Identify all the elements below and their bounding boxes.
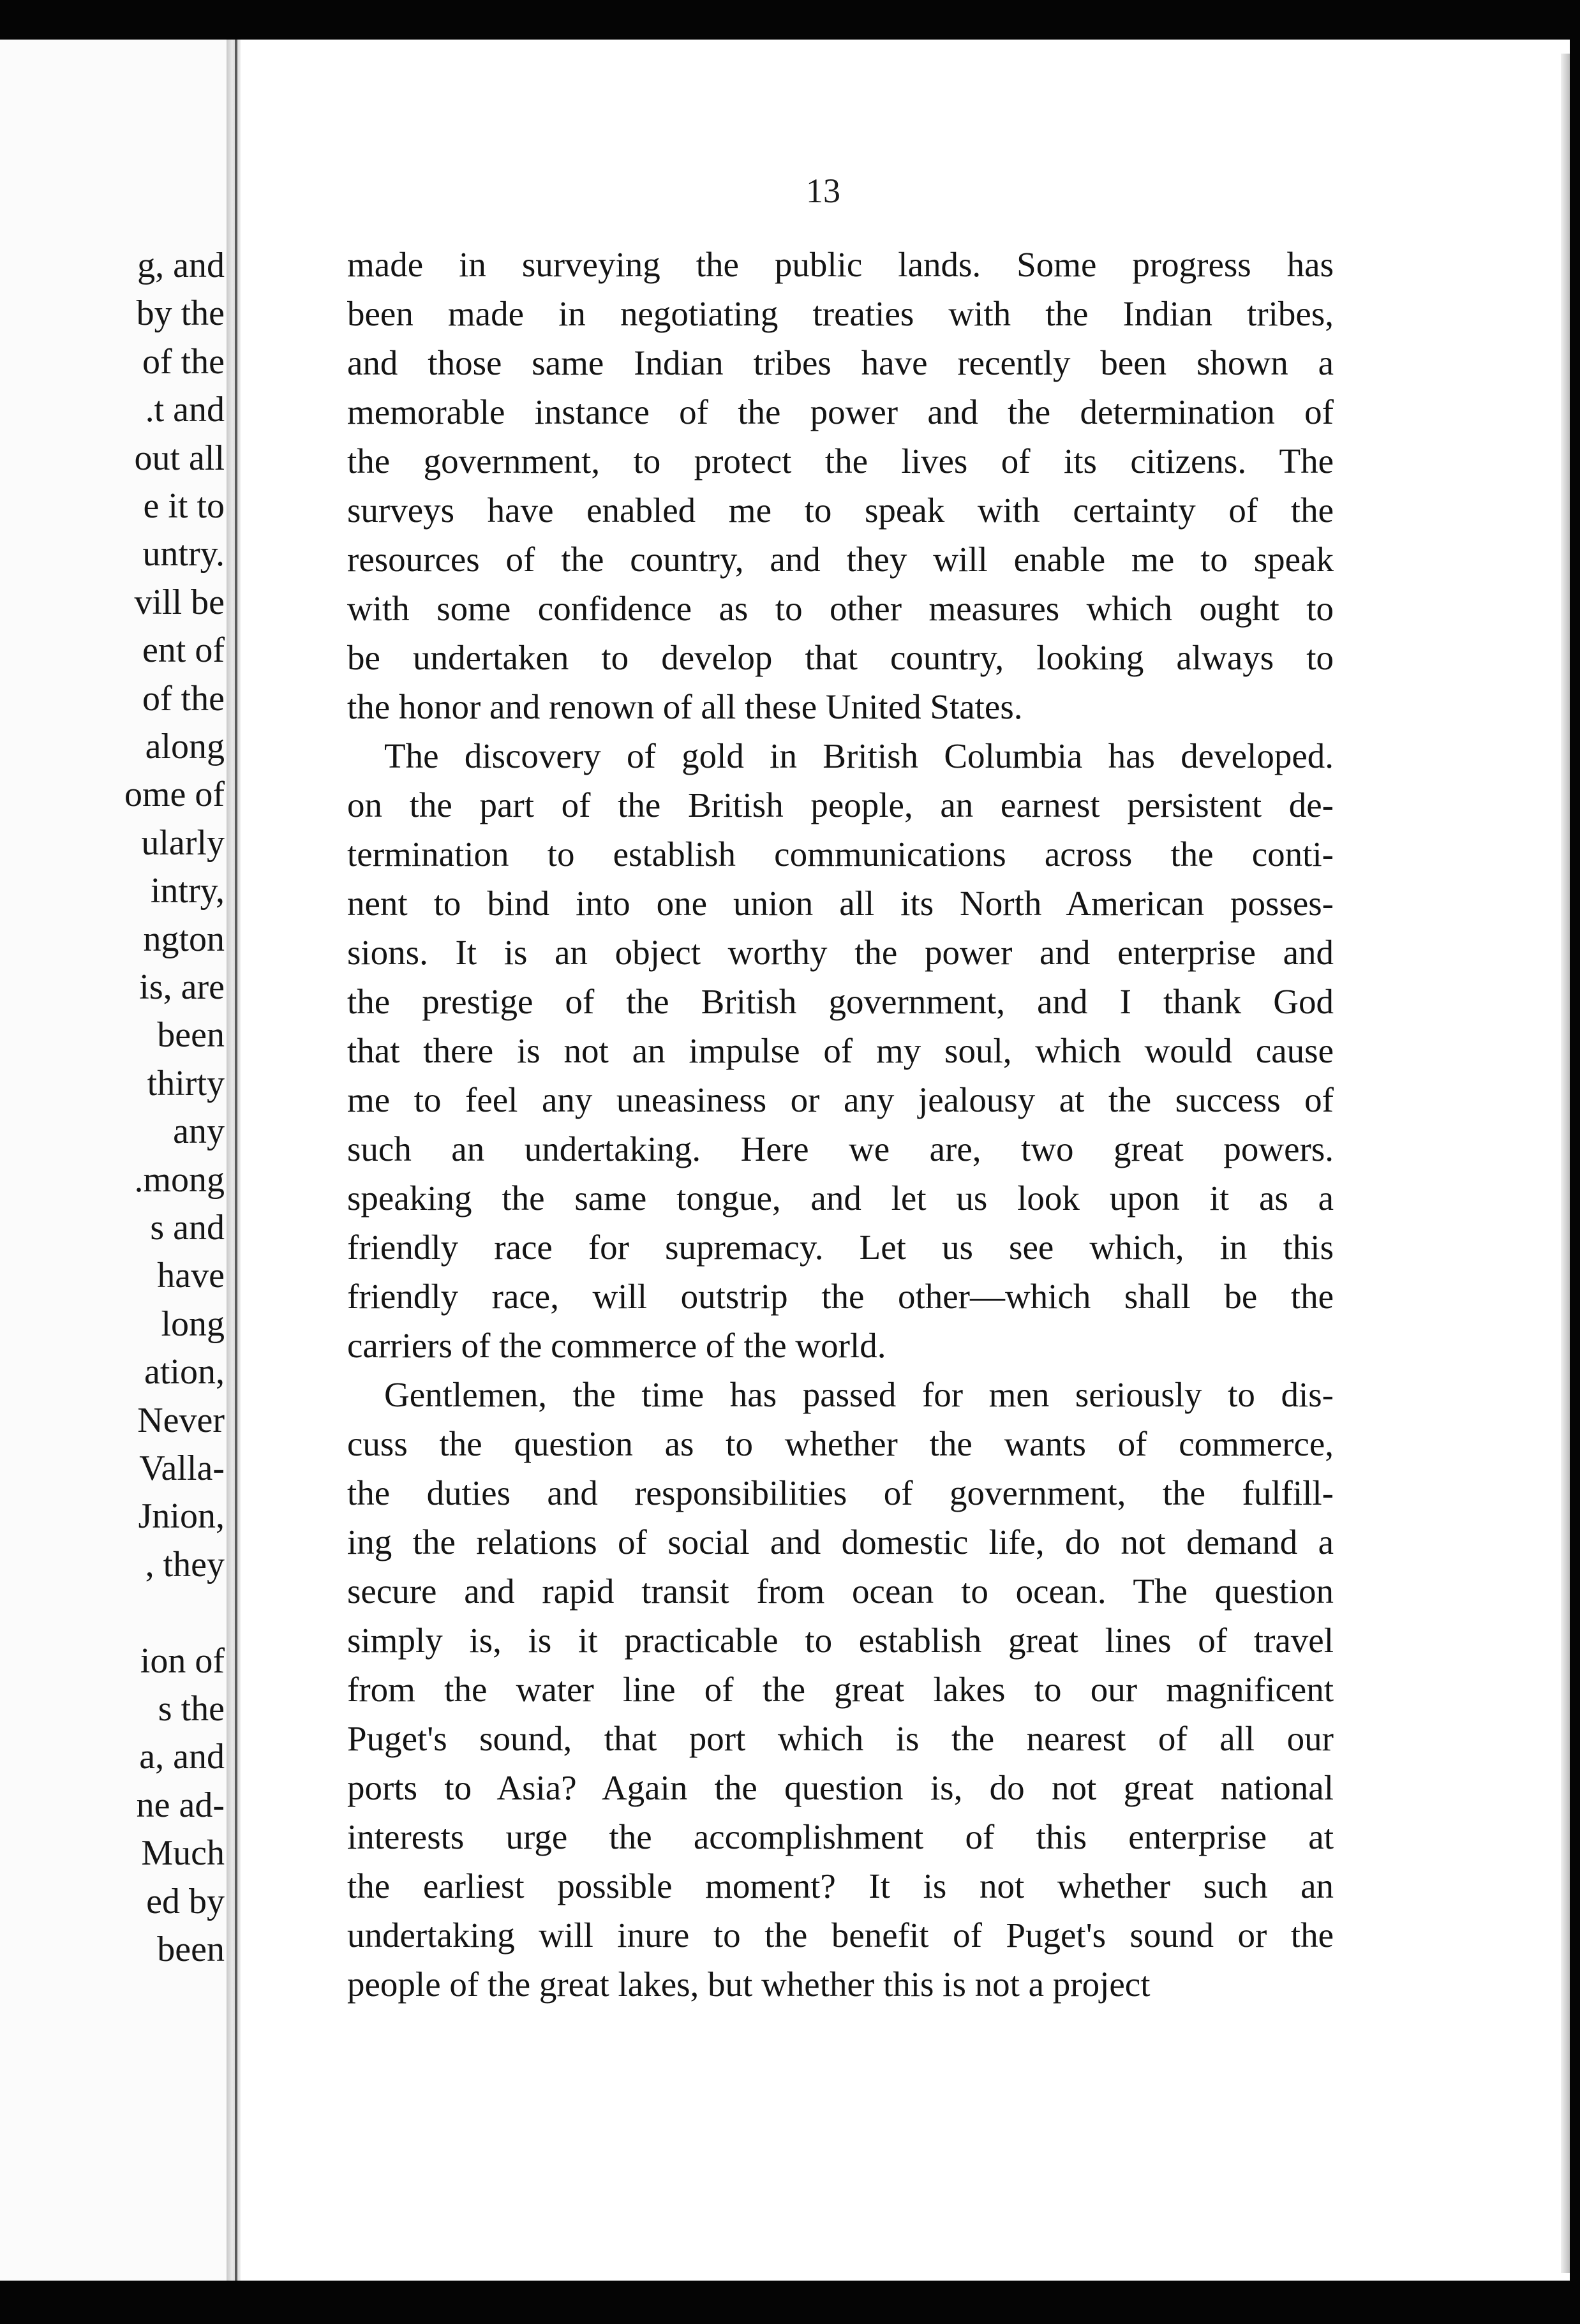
- text-line: the earliest possible moment? It is not whether such an: [347, 1866, 1334, 1905]
- body-text: [347, 240, 1334, 2009]
- text-line: be undertaken to develop that country, looking always to: [347, 638, 1334, 677]
- text-line: cuss the question as to whether the wants of commerce,: [347, 1424, 1334, 1463]
- text-line: ing the relations of social and domestic life, do not demand a: [347, 1523, 1334, 1561]
- left-page-line: is, are: [139, 967, 225, 1007]
- left-page-line: Much: [141, 1833, 225, 1873]
- text-line: friendly race for supremacy. Let us see which, in this: [347, 1228, 1334, 1267]
- text-line: people of the great lakes, but whether this is not a project: [347, 1965, 1151, 2004]
- left-page-line: Never: [137, 1401, 225, 1440]
- text-line: memorable instance of the power and the determination of: [347, 392, 1334, 431]
- text-line: termination to establish communications across the conti-: [347, 835, 1334, 874]
- text-line: Puget's sound, that port which is the nearest of all our: [347, 1719, 1334, 1758]
- text-line: on the part of the British people, an earnest persistent de-: [347, 786, 1334, 824]
- left-page-line: untry.: [142, 534, 225, 574]
- text-line: such an undertaking. Here we are, two great powers.: [347, 1129, 1334, 1168]
- left-page-line: ation,: [144, 1352, 225, 1392]
- scan-top-border: [0, 0, 1580, 40]
- left-page-line: thirty: [147, 1064, 225, 1103]
- scan-bottom-border: [0, 2281, 1580, 2324]
- left-page-line: along: [145, 727, 225, 766]
- left-page-line: .mong: [134, 1160, 225, 1200]
- text-line: the honor and renown of all these United States.: [347, 687, 1023, 726]
- text-line: speaking the same tongue, and let us look upon it as a: [347, 1179, 1334, 1218]
- left-page-line: long: [161, 1304, 225, 1344]
- text-line: secure and rapid transit from ocean to ocean. The question: [347, 1572, 1334, 1611]
- text-line: simply is, is it practicable to establish great lines of travel: [347, 1621, 1334, 1660]
- left-page-line: e it to: [143, 486, 225, 526]
- left-page-line: ent of: [142, 630, 225, 670]
- page-number: 13: [806, 172, 840, 210]
- text-line: Gentlemen, the time has passed for men seriously to dis-: [384, 1375, 1334, 1414]
- text-line: undertaking will inure to the benefit of Puget's sound or the: [347, 1916, 1334, 1955]
- scan-right-border: [1570, 0, 1580, 2324]
- left-page-line: intry,: [150, 871, 225, 911]
- left-page-line: ngton: [143, 920, 225, 959]
- text-line: The discovery of gold in British Columbia has developed.: [384, 736, 1334, 775]
- text-line: and those same Indian tribes have recently been shown a: [347, 343, 1334, 382]
- left-page-line: vill be: [134, 583, 225, 622]
- left-page-line: s the: [158, 1689, 225, 1729]
- text-line: friendly race, will outstrip the other—which shall be the: [347, 1277, 1334, 1316]
- text-line: from the water line of the great lakes to our magnificent: [347, 1670, 1334, 1709]
- left-page-line: .t and: [145, 390, 225, 429]
- text-line: ports to Asia? Again the question is, do not great national: [347, 1768, 1334, 1807]
- text-line: resources of the country, and they will enable me to speak: [347, 540, 1334, 579]
- paragraph: [347, 240, 1334, 731]
- left-page-line: by the: [136, 294, 225, 333]
- paragraph: [347, 1370, 1334, 2009]
- text-line: the prestige of the British government, and I thank God: [347, 982, 1334, 1021]
- left-page-line: have: [157, 1256, 225, 1295]
- left-page-line: ome of: [124, 775, 225, 814]
- book-gutter: [227, 40, 241, 2281]
- text-line: interests urge the accomplishment of this enterprise at: [347, 1817, 1334, 1856]
- text-line: that there is not an impulse of my soul, which would cause: [347, 1031, 1334, 1070]
- left-page-line: Jnion,: [138, 1496, 225, 1536]
- text-line: surveys have enabled me to speak with certainty of the: [347, 491, 1334, 530]
- text-line: the duties and responsibilities of government, the fulfill-: [347, 1473, 1334, 1512]
- left-page-line: ion of: [140, 1641, 225, 1681]
- left-page-line: g, and: [137, 246, 225, 285]
- left-page-line: , they: [145, 1545, 225, 1584]
- text-line: carriers of the commerce of the world.: [347, 1326, 886, 1365]
- text-line: made in surveying the public lands. Some progress has: [347, 245, 1334, 284]
- left-page-line: ularly: [141, 823, 225, 863]
- left-page-line: of the: [142, 679, 225, 719]
- gutter-shadow-line: [235, 40, 237, 2281]
- left-page-line: been: [157, 1015, 225, 1055]
- left-page-line: out all: [134, 438, 225, 478]
- left-page-line: ed by: [146, 1882, 225, 1921]
- left-page-line: Valla-: [139, 1449, 225, 1488]
- left-page-line: a, and: [139, 1737, 225, 1777]
- left-page-line: been: [157, 1930, 225, 1969]
- text-line: nent to bind into one union all its North American posses-: [347, 884, 1334, 923]
- page-edge: [1561, 54, 1570, 2273]
- left-page-line: s and: [150, 1208, 225, 1248]
- left-page-line: any: [173, 1112, 225, 1151]
- text-line: with some confidence as to other measures which ought to: [347, 589, 1334, 628]
- text-line: sions. It is an object worthy the power and enterprise and: [347, 933, 1334, 972]
- text-line: the government, to protect the lives of its citizens. The: [347, 442, 1334, 480]
- text-line: been made in negotiating treaties with the Indian tribes,: [347, 294, 1334, 333]
- left-page-line: ne ad-: [136, 1785, 225, 1825]
- paragraph: [347, 731, 1334, 1370]
- left-page-line: of the: [142, 342, 225, 382]
- text-line: me to feel any uneasiness or any jealousy at the success of: [347, 1080, 1334, 1119]
